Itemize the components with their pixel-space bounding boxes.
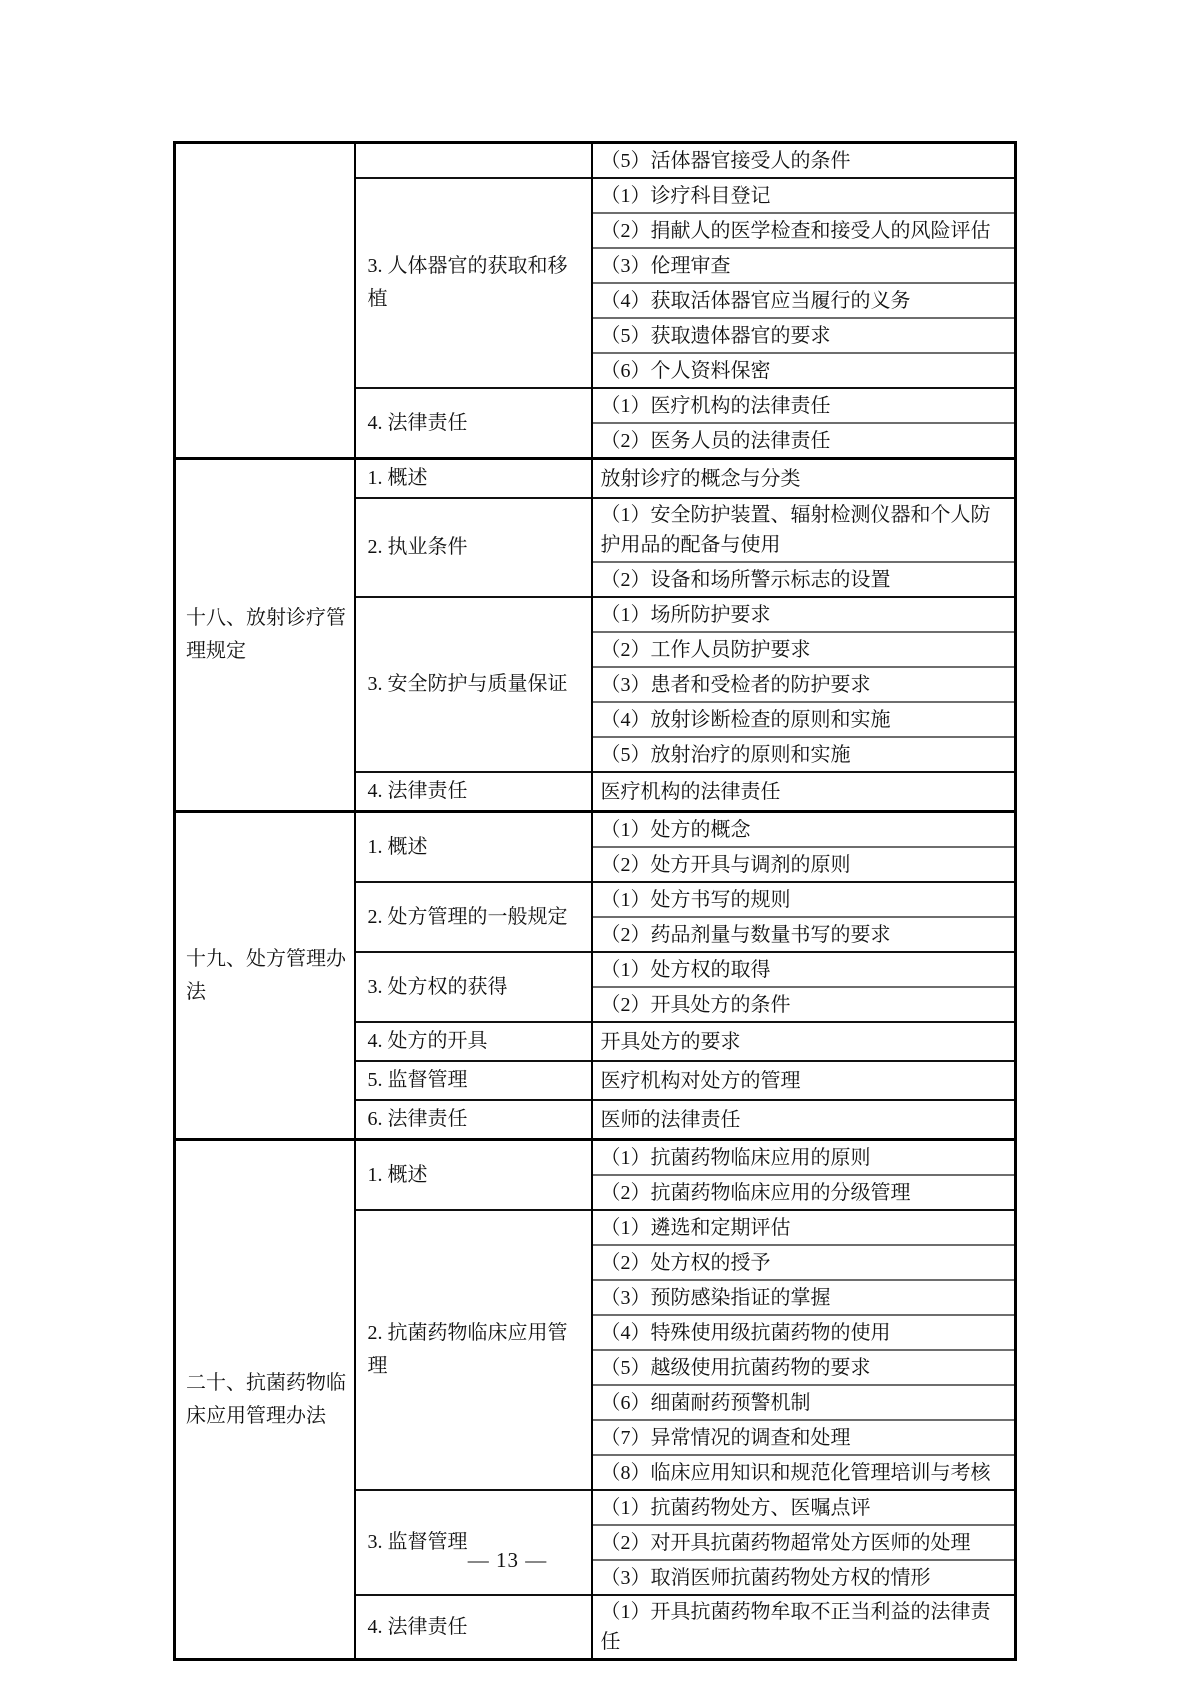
detail-cell: （1）处方书写的规则 xyxy=(592,882,1016,917)
detail-cell: （5）放射治疗的原则和实施 xyxy=(592,737,1016,772)
detail-cell: 放射诊疗的概念与分类 xyxy=(592,459,1016,499)
detail-cell: （2）开具处方的条件 xyxy=(592,987,1016,1022)
detail-cell: （2）处方开具与调剂的原则 xyxy=(592,847,1016,882)
detail-cell: （1）诊疗科目登记 xyxy=(592,178,1016,213)
detail-cell: 医疗机构的法律责任 xyxy=(592,772,1016,812)
detail-cell: （8）临床应用知识和规范化管理培训与考核 xyxy=(592,1455,1016,1490)
table-row xyxy=(175,812,1016,848)
table-row xyxy=(175,1140,1016,1176)
detail-cell: （5）获取遗体器官的要求 xyxy=(592,318,1016,353)
detail-cell: （2）处方权的授予 xyxy=(592,1245,1016,1280)
topic-cell: 1. 概述 xyxy=(355,1140,592,1211)
table-row xyxy=(175,459,1016,499)
detail-cell: （2）捐献人的医学检查和接受人的风险评估 xyxy=(592,213,1016,248)
detail-cell: （3）预防感染指证的掌握 xyxy=(592,1280,1016,1315)
topic-cell: 4. 处方的开具 xyxy=(355,1022,592,1061)
detail-cell: （2）药品剂量与数量书写的要求 xyxy=(592,917,1016,952)
topic-cell xyxy=(355,143,592,179)
detail-cell: （1）医疗机构的法律责任 xyxy=(592,388,1016,423)
chapter-cell xyxy=(175,143,355,459)
detail-cell: （2）对开具抗菌药物超常处方医师的处理 xyxy=(592,1525,1016,1560)
detail-cell: （2）设备和场所警示标志的设置 xyxy=(592,562,1016,597)
topic-cell: 5. 监督管理 xyxy=(355,1061,592,1100)
detail-cell: （2）医务人员的法律责任 xyxy=(592,423,1016,459)
topic-cell: 3. 人体器官的获取和移植 xyxy=(355,178,592,388)
chapter-cell: 二十、抗菌药物临床应用管理办法 xyxy=(175,1140,355,1660)
detail-cell: （1）抗菌药物处方、医嘱点评 xyxy=(592,1490,1016,1525)
detail-cell: （3）患者和受检者的防护要求 xyxy=(592,667,1016,702)
page-number: — 13 — xyxy=(467,1548,548,1572)
syllabus-table xyxy=(173,141,1017,1661)
detail-cell: （1）抗菌药物临床应用的原则 xyxy=(592,1140,1016,1176)
detail-cell: （6）细菌耐药预警机制 xyxy=(592,1385,1016,1420)
chapter-cell: 十八、放射诊疗管理规定 xyxy=(175,459,355,812)
detail-cell: （1）场所防护要求 xyxy=(592,597,1016,632)
detail-cell: （5）越级使用抗菌药物的要求 xyxy=(592,1350,1016,1385)
detail-cell: （4）放射诊断检查的原则和实施 xyxy=(592,702,1016,737)
detail-cell: （2）抗菌药物临床应用的分级管理 xyxy=(592,1175,1016,1210)
detail-cell: （1）处方的概念 xyxy=(592,812,1016,848)
detail-cell: （1）遴选和定期评估 xyxy=(592,1210,1016,1245)
detail-cell: （1）安全防护装置、辐射检测仪器和个人防护用品的配备与使用 xyxy=(592,498,1016,562)
detail-cell: （1）开具抗菌药物牟取不正当利益的法律责任 xyxy=(592,1595,1016,1660)
detail-cell: （2）工作人员防护要求 xyxy=(592,632,1016,667)
detail-cell: 医疗机构对处方的管理 xyxy=(592,1061,1016,1100)
topic-cell: 4. 法律责任 xyxy=(355,1595,592,1660)
detail-cell: 医师的法律责任 xyxy=(592,1100,1016,1140)
topic-cell: 2. 处方管理的一般规定 xyxy=(355,882,592,952)
detail-cell: （7）异常情况的调查和处理 xyxy=(592,1420,1016,1455)
detail-cell: （6）个人资料保密 xyxy=(592,353,1016,388)
topic-cell: 3. 监督管理 xyxy=(355,1490,592,1595)
detail-cell: （5）活体器官接受人的条件 xyxy=(592,143,1016,179)
syllabus-tbody xyxy=(175,143,1016,1660)
detail-cell: （3）伦理审查 xyxy=(592,248,1016,283)
topic-cell: 3. 处方权的获得 xyxy=(355,952,592,1022)
detail-cell: （4）特殊使用级抗菌药物的使用 xyxy=(592,1315,1016,1350)
topic-cell: 2. 执业条件 xyxy=(355,498,592,597)
detail-cell: （1）处方权的取得 xyxy=(592,952,1016,987)
topic-cell: 3. 安全防护与质量保证 xyxy=(355,597,592,772)
detail-cell: （4）获取活体器官应当履行的义务 xyxy=(592,283,1016,318)
topic-cell: 1. 概述 xyxy=(355,459,592,499)
topic-cell: 6. 法律责任 xyxy=(355,1100,592,1140)
detail-cell: （3）取消医师抗菌药物处方权的情形 xyxy=(592,1560,1016,1595)
chapter-cell: 十九、处方管理办法 xyxy=(175,812,355,1140)
detail-cell: 开具处方的要求 xyxy=(592,1022,1016,1061)
topic-cell: 1. 概述 xyxy=(355,812,592,883)
topic-cell: 2. 抗菌药物临床应用管理 xyxy=(355,1210,592,1490)
topic-cell: 4. 法律责任 xyxy=(355,388,592,459)
topic-cell: 4. 法律责任 xyxy=(355,772,592,812)
table-row xyxy=(175,143,1016,179)
